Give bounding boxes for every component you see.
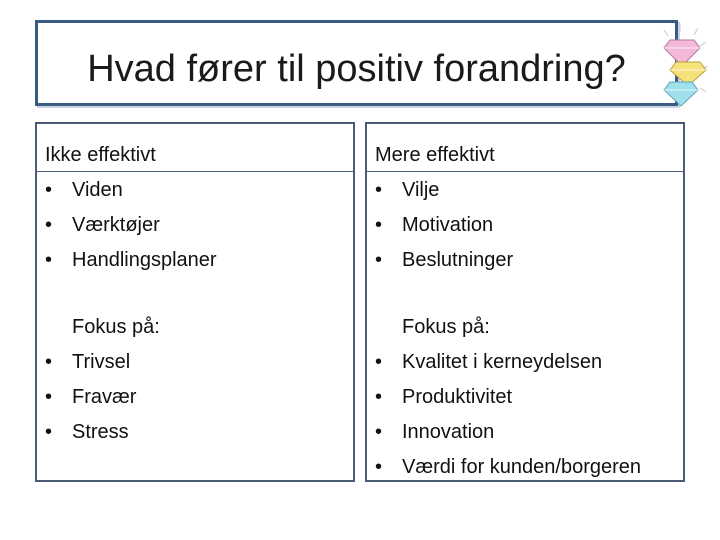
panel-ikke-effektivt <box>35 122 355 482</box>
list-item: • Vilje <box>375 173 683 208</box>
focus-list-ikke-effektivt <box>37 310 353 450</box>
list-item: • Fravær <box>45 380 353 415</box>
list-item: • Produktivitet <box>375 380 683 415</box>
panel-header-ikke-effektivt: Ikke effektivt <box>37 124 353 172</box>
title-box <box>35 20 678 106</box>
list-item: • Beslutninger <box>375 243 683 278</box>
panel-header-mere-effektivt: Mere effektivt <box>367 124 683 172</box>
list-ikke-effektivt <box>37 172 353 278</box>
diamond-gems-icon <box>650 22 710 112</box>
list-item: • Viden <box>45 173 353 208</box>
list-item: • Innovation <box>375 415 683 450</box>
panel-mere-effektivt <box>365 122 685 482</box>
focus-label: Fokus på: <box>402 316 490 338</box>
list-item: • Trivsel <box>45 345 353 380</box>
list-mere-effektivt <box>367 172 683 278</box>
list-item: • Værdi for kunden/borgeren <box>375 450 683 485</box>
list-item: • Motivation <box>375 208 683 243</box>
list-item: • Kvalitet i kerneydelsen <box>375 345 683 380</box>
focus-list-mere-effektivt <box>367 310 683 485</box>
focus-label: Fokus på: <box>72 316 160 338</box>
list-item: • Stress <box>45 415 353 450</box>
list-item: • Handlingsplaner <box>45 243 353 278</box>
list-item: • Værktøjer <box>45 208 353 243</box>
slide-title: Hvad fører til positiv forandring? <box>87 48 626 90</box>
